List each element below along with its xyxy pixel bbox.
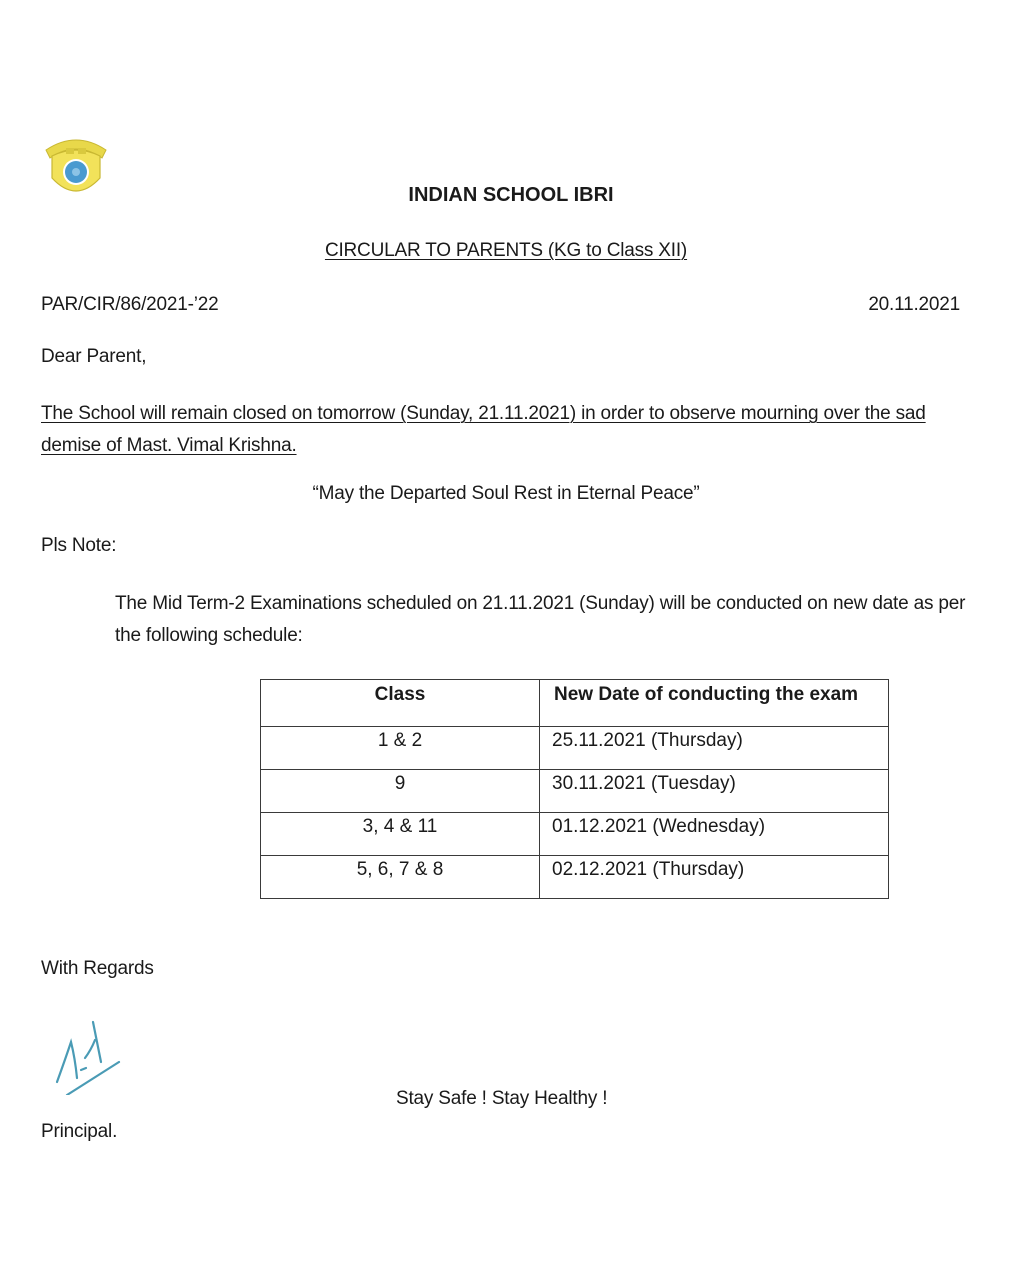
- date-cell: 02.12.2021 (Thursday): [540, 856, 889, 899]
- tagline: Stay Safe ! Stay Healthy !: [396, 1088, 608, 1109]
- school-name: INDIAN SCHOOL IBRI: [408, 184, 614, 206]
- salutation: Dear Parent,: [41, 346, 147, 367]
- table-header-row: [261, 680, 889, 727]
- reference-number: PAR/CIR/86/2021-’22: [41, 294, 219, 315]
- condolence-quote: “May the Departed Soul Rest in Eternal Peace”: [312, 483, 700, 504]
- table-row: [261, 813, 889, 856]
- closure-notice: The School will remain closed on tomorrow (Sunday, 21.11.2021) in order to observe mourning over the sad demise of Mast. Vimal Krishna.: [41, 403, 926, 456]
- date-cell: 01.12.2021 (Wednesday): [540, 813, 889, 856]
- signature-icon: [55, 1020, 145, 1095]
- exam-schedule-table: [260, 679, 889, 899]
- date-cell: 25.11.2021 (Thursday): [540, 727, 889, 770]
- signatory-title: Principal.: [41, 1121, 118, 1142]
- circular-date: 20.11.2021: [868, 294, 960, 315]
- class-cell: 9: [261, 770, 540, 813]
- table-row: [261, 856, 889, 899]
- class-cell: 3, 4 & 11: [261, 813, 540, 856]
- column-header-class: Class: [261, 680, 540, 727]
- table-row: [261, 770, 889, 813]
- closing-regards: With Regards: [41, 958, 154, 979]
- note-heading: Pls Note:: [41, 535, 117, 556]
- column-header-date: New Date of conducting the exam: [540, 680, 889, 727]
- class-cell: 1 & 2: [261, 727, 540, 770]
- exam-reschedule-note: The Mid Term-2 Examinations scheduled on 21.11.2021 (Sunday) will be conducted on new date as per the following schedule:: [115, 593, 966, 646]
- class-cell: 5, 6, 7 & 8: [261, 856, 540, 899]
- circular-title: CIRCULAR TO PARENTS (KG to Class XII): [324, 240, 688, 261]
- date-cell: 30.11.2021 (Tuesday): [540, 770, 889, 813]
- table-row: [261, 727, 889, 770]
